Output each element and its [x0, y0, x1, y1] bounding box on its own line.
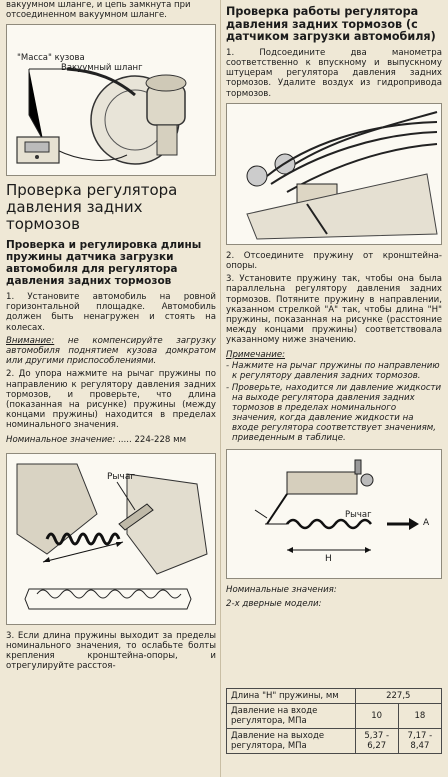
note-title: Примечание:: [226, 349, 286, 360]
table-row: [227, 704, 442, 729]
table-cell-value: 5,37 - 6,27: [355, 729, 398, 754]
table-cell-value: 10: [355, 704, 398, 729]
table-cell-label: Длина "Н" пружины, мм: [227, 689, 356, 704]
right-column: [226, 0, 442, 612]
models-title: 2-х дверные модели:: [226, 598, 322, 609]
table-cell-label: Давление на входе регулятора, МПа: [227, 704, 356, 729]
attention-text: не компенсируйте загрузку автомобиля поднятием кузова домкратом или другими приспособлениями.: [6, 335, 216, 367]
left-column: [6, 0, 216, 674]
label-lever-fig4: Рычаг: [345, 510, 372, 521]
nominal-title: Номинальные значения:: [226, 585, 337, 596]
nominal-label: Номинальное значение:: [6, 434, 116, 445]
column-divider: [220, 0, 221, 777]
nominal-value: ..... 224-228 мм: [118, 434, 187, 445]
table-cell-value: 7,17 - 8,47: [398, 729, 441, 754]
label-mass: "Масса" кузова: [17, 53, 85, 63]
right-paragraph-3: 3. Установите пружину так, чтобы она была параллельна регулятору давления задних тормозов. Потяните пружину в направлении, указанном стрелкой "А" так, чтобы длина "Н" пружины, показанная на рисунке (расстояние между концами пружины) соответствовала указанному ниже значению.: [226, 274, 442, 346]
top-text: вакуумном шланге, и цепь замкнута при отсоединенном вакуумном шланге.: [6, 0, 191, 20]
table-cell-value: 18: [398, 704, 441, 729]
table-row: [227, 689, 442, 704]
nominal-value-line: [6, 435, 216, 445]
label-lever: Рычаг: [107, 471, 136, 482]
figure-spring-lever: [6, 453, 216, 625]
paragraph-3: 3. Если длина пружины выходит за пределы номинального значения, то ослабьте болты крепления кронштейна-опоры, и отрегулируйте расстоя-: [6, 630, 216, 672]
paragraph-1: 1. Установите автомобиль на ровной горизонтальной площадке. Автомобиль должен быть ненагружен и стоять на колесах.: [6, 292, 216, 333]
note-item-2: - Проверьте, находится ли давление жидкости на выходе регулятора давления задних тормозов в пределах номинального значения, когда давление жидкости на входе регулятора соответствует значениям, приведенным в таблице.: [226, 382, 442, 444]
figure-vacuum-check: [6, 24, 216, 176]
paragraph-2: 2. До упора нажмите на рычаг пружины по направлению к регулятору давления задних тормозов, и проверьте, что длина (показанная на рисунке) пружины (между концами пружины) находится в пределах номинального значения.: [6, 369, 216, 431]
figure-spring-length: [226, 449, 442, 579]
right-paragraph-1: 1. Подсоедините два манометра соответственно к впускному и выпускному штуцерам регулятора давления задних тормозов. Удалите воздух из гидропривода тормозов.: [226, 47, 442, 99]
table-cell-label: Давление на выходе регулятора, МПа: [227, 729, 356, 754]
table-row: [227, 729, 442, 754]
right-paragraph-2: 2. Отсоедините пружину от кронштейна-опоры.: [226, 250, 442, 271]
table-cell-value: 227,5: [355, 689, 441, 704]
note-item-1: - Нажмите на рычаг пружины по направлению к регулятору давления задних тормозов.: [226, 360, 440, 381]
nominal-table: [226, 688, 442, 754]
label-arrow-a: A: [423, 518, 430, 529]
section-title: Проверка регулятора давления задних тормозов: [6, 181, 178, 233]
attention-note: [6, 336, 216, 367]
figure-gauges: [226, 103, 442, 245]
label-vacuum-hose: Вакуумный шланг: [61, 63, 143, 73]
attention-label: Внимание:: [6, 335, 55, 346]
label-h: H: [325, 554, 332, 565]
right-title: Проверка работы регулятора давления задних тормозов (с датчиком загрузки автомобиля): [226, 5, 436, 44]
subsection-title: Проверка и регулировка длины пружины датчика загрузки автомобиля для регулятора давления задних тормозов: [6, 239, 202, 287]
